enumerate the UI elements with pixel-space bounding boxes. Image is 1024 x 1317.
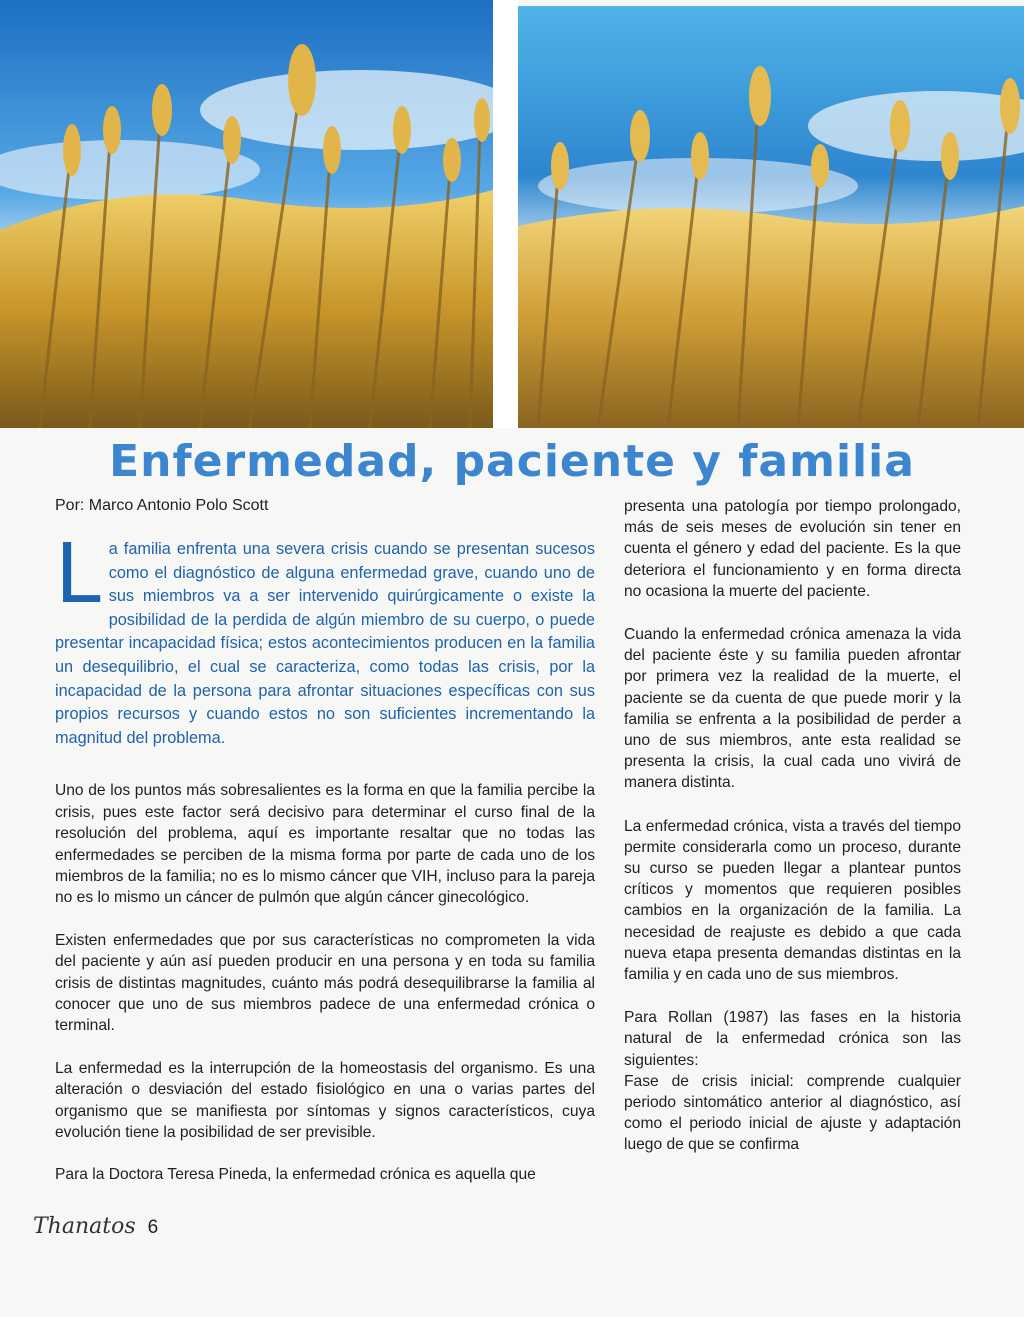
- body-paragraph: presenta una patología por tiempo prolongado, más de seis meses de evolución sin tener en cuenta el género y edad del paciente. Es la que deteriora el funcionamiento y en forma directa no ocasiona la muerte del paciente.: [624, 498, 961, 600]
- page-number: 6: [147, 1217, 159, 1238]
- right-column: [624, 496, 961, 1178]
- left-column: [55, 527, 595, 1207]
- magazine-logo: Thanatos: [33, 1214, 136, 1239]
- intro-paragraph: [55, 527, 595, 750]
- drop-cap: L: [55, 527, 101, 622]
- article-title: Enfermedad, paciente y familia: [109, 436, 915, 487]
- image-divider: [493, 0, 518, 428]
- body-paragraph: La enfermedad crónica, vista a través del tiempo permite considerarla como un proceso, durante su curso se pueden llegar a plantear puntos críticos y momentos que requieren posibles cambios en la organización de la familia. La necesidad de reajuste es debido a que cada nueva etapa presenta demandas distintas en la familia y en cada uno de sus miembros.: [624, 817, 961, 984]
- body-paragraph: Existen enfermedades que por sus características no comprometen la vida del paciente y aún así pueden producir en una persona y en toda su familia crisis de distintas magnitudes, cuánto más podrá desequilibrarse la familia al conocer que uno de sus miembros padece de una enfermedad crónica o terminal.: [55, 931, 595, 1035]
- phases-intro: Para Rollan (1987) las fases en la historia natural de la enfermedad crónica son las siguientes:: [624, 1009, 961, 1069]
- wheat-field-image: [518, 6, 1024, 428]
- article-byline: Por: Marco Antonio Polo Scott: [55, 497, 269, 514]
- wheat-photo-left: [0, 0, 493, 428]
- page-footer: [33, 1214, 158, 1239]
- wheat-field-image: [0, 0, 493, 428]
- wheat-photo-right: [518, 6, 1024, 428]
- phase-crisis-inicial: Fase de crisis inicial: comprende cualquier periodo sintomático anterior al diagnóstico, así como el periodo inicial de ajuste y adaptación luego de que se confirma: [624, 1072, 961, 1154]
- body-paragraph: Cuando la enfermedad crónica amenaza la vida del paciente éste y su familia pueden afrontar por primera vez la realidad de la muerte, el paciente se da cuenta de que puede morir y la familia se enfrenta a la posibilidad de perder a uno de sus miembros, ante esta realidad se presenta la crisis, la cual cada uno vivirá de manera distinta.: [624, 626, 961, 792]
- body-paragraph: Para la Doctora Teresa Pineda, la enfermedad crónica es aquella que: [55, 1166, 536, 1184]
- body-paragraph: Uno de los puntos más sobresalientes es la forma en que la familia percibe la crisis, pues este factor será decisivo para determinar el curso final de la resolución del problema, aquí es importante resaltar que no todas las enfermedades se perciben de la misma forma por parte de cada uno de los miembros de la familia; no es lo mismo cáncer que VIH, incluso para la pareja no es lo mismo un cáncer de pulmón que algún cáncer ginecológico.: [55, 782, 595, 907]
- body-paragraph: [624, 1007, 961, 1155]
- hero-images: [0, 0, 1024, 428]
- intro-text: a familia enfrenta una severa crisis cuando se presentan sucesos como el diagnóstico de alguna enfermedad grave, cuando uno de sus miembros va a ser intervenido quirúrgicamente o existe la posibilidad de la perdida de algún miembro de su cuerpo, o puede presentar incapacidad física; estos acontecimientos producen en la familia un desequilibrio, el cual se caracteriza, como todas las crisis, por la incapacidad de la persona para afrontar situaciones específicas con sus propios recursos y cuando estos no son suficientes incrementando la magnitud del problema.: [55, 540, 595, 747]
- body-paragraph: La enfermedad es la interrupción de la homeostasis del organismo. Es una alteración o desviación del estado fisiológico en una o varias partes del organismo que se manifiesta por síntomas y signos característicos, cuya evolución tiene la posibilidad de ser previsible.: [55, 1059, 595, 1142]
